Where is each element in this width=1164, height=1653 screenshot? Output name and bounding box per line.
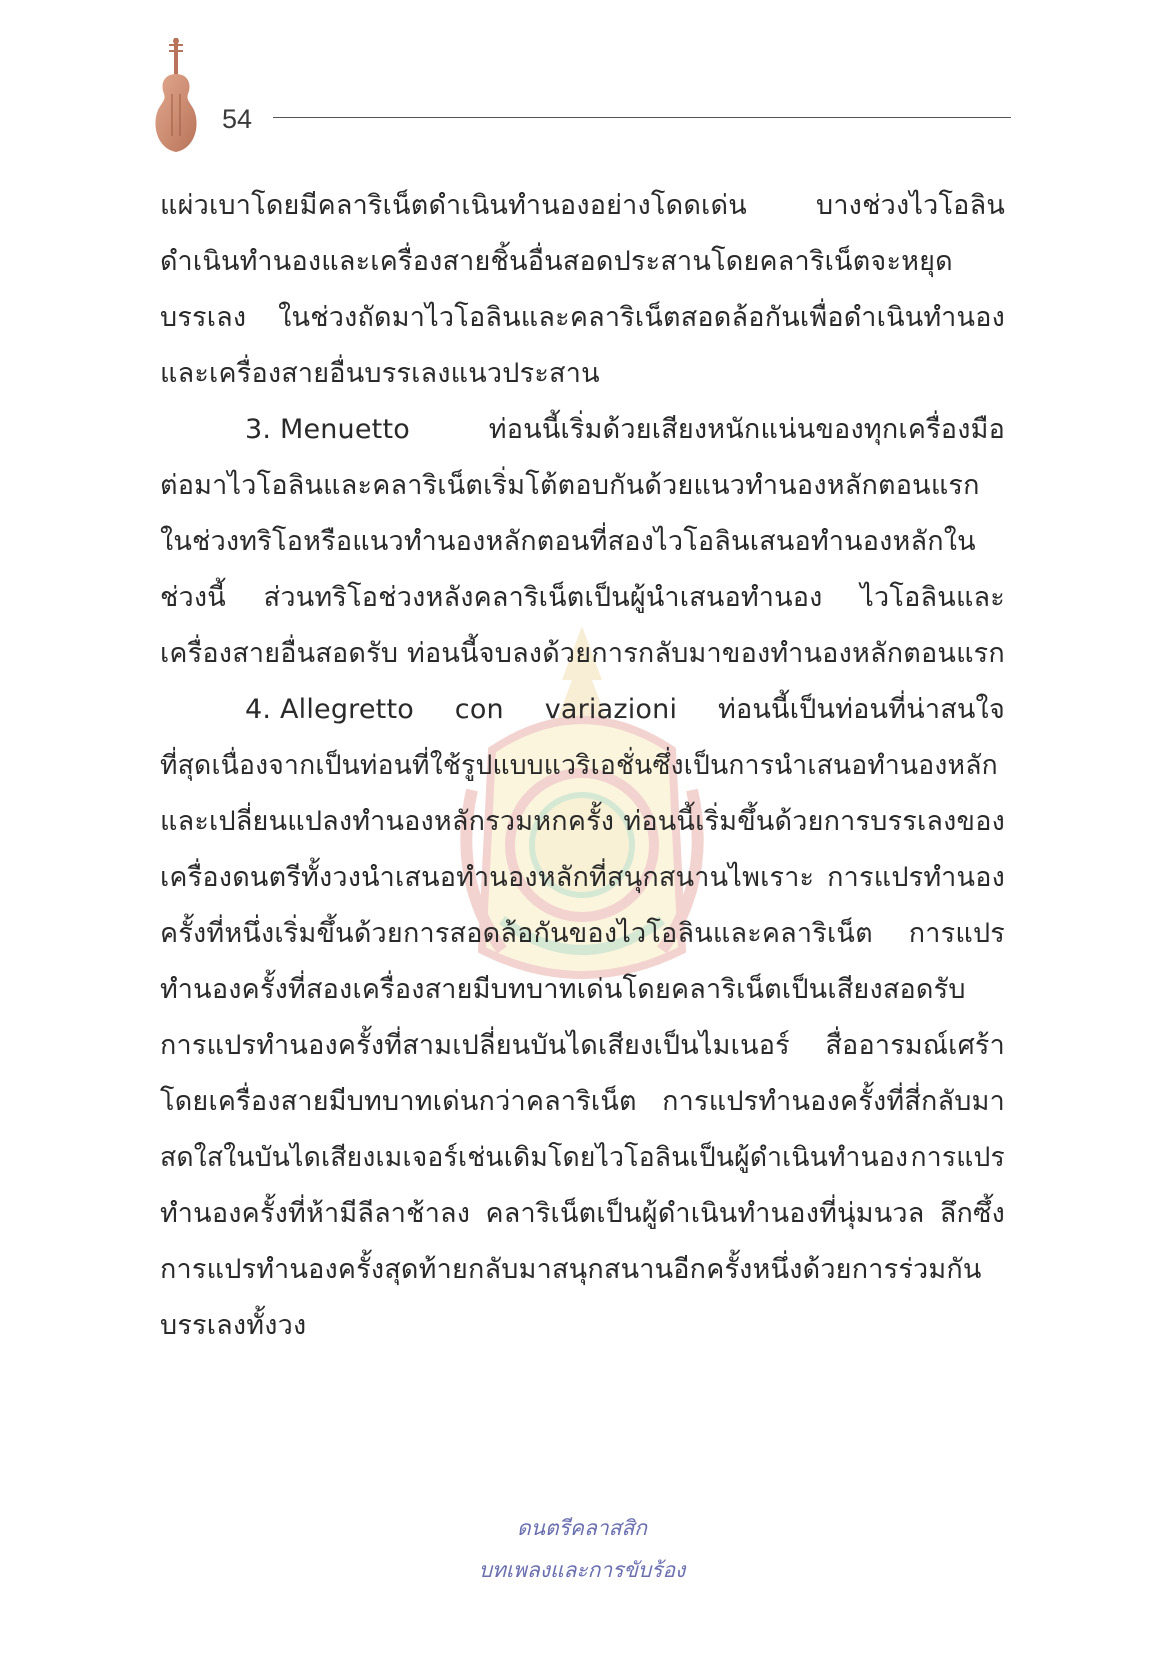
text-line <box>160 1130 1005 1186</box>
text-line: ทำนองครั้งที่สองเครื่องสายมีบทบาทเด่นโดยคลาริเน็ตเป็นเสียงสอดรับ <box>160 974 966 1005</box>
text-fragment: การแปร <box>908 918 1005 949</box>
text-line: ที่สุดเนื่องจากเป็นท่อนที่ใช้รูปแบบแวริเอชั่นซึ่งเป็นการนำเสนอทำนองหลัก <box>160 750 998 781</box>
text-line <box>160 850 1005 906</box>
text-line: ดำเนินทำนองและเครื่องสายชิ้นอื่นสอดประสานโดยคลาริเน็ตจะหยุด <box>160 246 953 277</box>
text-line <box>160 682 1005 738</box>
text-fragment: ในช่วงถัดมาไวโอลินและคลาริเน็ตสอดล้อกันเพื่อดำเนินทำนอง <box>278 302 1005 333</box>
text-fragment: การแปรทำนองครั้งที่สามเปลี่ยนบันไดเสียงเป็นไมเนอร์ <box>160 1030 790 1061</box>
text-fragment: แผ่วเบาโดยมีคลาริเน็ตดำเนินทำนองอย่างโดดเด่น <box>160 190 747 221</box>
text-line: การแปรทำนองครั้งสุดท้ายกลับมาสนุกสนานอีกครั้งหนึ่งด้วยการร่วมกัน <box>160 1254 982 1285</box>
paragraph-3 <box>160 682 1005 1354</box>
text-line <box>160 1018 1005 1074</box>
text-line: เครื่องสายอื่นสอดรับ ท่อนนี้จบลงด้วยการกลับมาของทำนองหลักตอนแรก <box>160 638 1005 669</box>
text-fragment: ไวโอลินและ <box>860 582 1005 613</box>
paragraph-2 <box>160 402 1005 682</box>
text-fragment: ท่อนนี้เป็นท่อนที่น่าสนใจ <box>717 694 1005 725</box>
text-fragment: บางช่วงไวโอลิน <box>815 190 1005 221</box>
text-line <box>160 906 1005 962</box>
footer-book-subtitle: บทเพลงและการขับร้อง <box>478 1558 686 1582</box>
page-number: 54 <box>222 104 253 134</box>
text-fragment: การแปร <box>910 1142 1005 1173</box>
text-fragment: โดยเครื่องสายมีบทบาทเด่นกว่าคลาริเน็ต <box>160 1086 637 1117</box>
text-line: บรรเลงทั้งวง <box>160 1310 307 1341</box>
text-fragment: ลึกซึ้ง <box>939 1198 1005 1229</box>
page-header <box>0 0 1164 170</box>
text-fragment: สดใสในบันไดเสียงเมเจอร์เช่นเดิมโดยไวโอลินเป็นผู้ดำเนินทำนอง <box>160 1142 909 1173</box>
text-line: และเครื่องสายอื่นบรรเลงแนวประสาน <box>160 358 600 389</box>
text-fragment: ท่อนนี้เริ่มด้วยเสียงหนักแน่นของทุกเครื่องมือ <box>488 414 1005 445</box>
text-line: ในช่วงทริโอหรือแนวทำนองหลักตอนที่สองไวโอลินเสนอทำนองหลักใน <box>160 526 976 557</box>
footer-book-title: ดนตรีคลาสสิก <box>517 1516 647 1540</box>
text-fragment: บรรเลง <box>160 302 247 333</box>
text-fragment: และเปลี่ยนแปลงทำนองหลักรวมหกครั้ง <box>160 806 615 837</box>
text-fragment: ช่วงนี้ <box>160 582 226 613</box>
text-line <box>160 402 1005 458</box>
paragraph-1 <box>160 178 1005 402</box>
header-divider <box>273 117 1011 118</box>
text-fragment: สื่ออารมณ์เศร้า <box>825 1030 1005 1061</box>
text-line <box>160 1074 1005 1130</box>
text-fragment: ท่อนนี้เริ่มขึ้นด้วยการบรรเลงของ <box>623 806 1005 837</box>
text-line <box>160 794 1005 850</box>
text-fragment: คลาริเน็ตเป็นผู้ดำเนินทำนองที่นุ่มนวล <box>485 1198 925 1229</box>
text-line <box>160 570 1005 626</box>
text-fragment: การแปรทำนองครั้งที่สี่กลับมา <box>662 1086 1005 1117</box>
text-fragment: con <box>454 694 504 725</box>
body-text <box>160 178 1005 1354</box>
text-fragment: เครื่องดนตรีทั้งวงนำเสนอทำนองหลักที่สนุกสนานไพเราะ <box>160 862 815 893</box>
text-fragment: ครั้งที่หนึ่งเริ่มขึ้นด้วยการสอดล้อกันของไวโอลินและคลาริเน็ต <box>160 918 873 949</box>
text-fragment: ทำนองครั้งที่ห้ามีลีลาช้าลง <box>160 1198 471 1229</box>
text-fragment: ส่วนทริโอช่วงหลังคลาริเน็ตเป็นผู้นำเสนอทำนอง <box>263 582 823 613</box>
movement-title: 4. Allegretto <box>245 694 414 725</box>
violin-icon <box>152 36 200 160</box>
text-fragment: variazioni <box>544 694 678 725</box>
movement-title: 3. Menuetto <box>245 414 410 445</box>
text-line <box>160 290 1005 346</box>
text-line <box>160 1186 1005 1242</box>
text-fragment: การแปรทำนอง <box>827 862 1005 893</box>
text-line <box>160 178 1005 234</box>
text-line: ต่อมาไวโอลินและคลาริเน็ตเริ่มโต้ตอบกันด้วยแนวทำนองหลักตอนแรก <box>160 470 980 501</box>
